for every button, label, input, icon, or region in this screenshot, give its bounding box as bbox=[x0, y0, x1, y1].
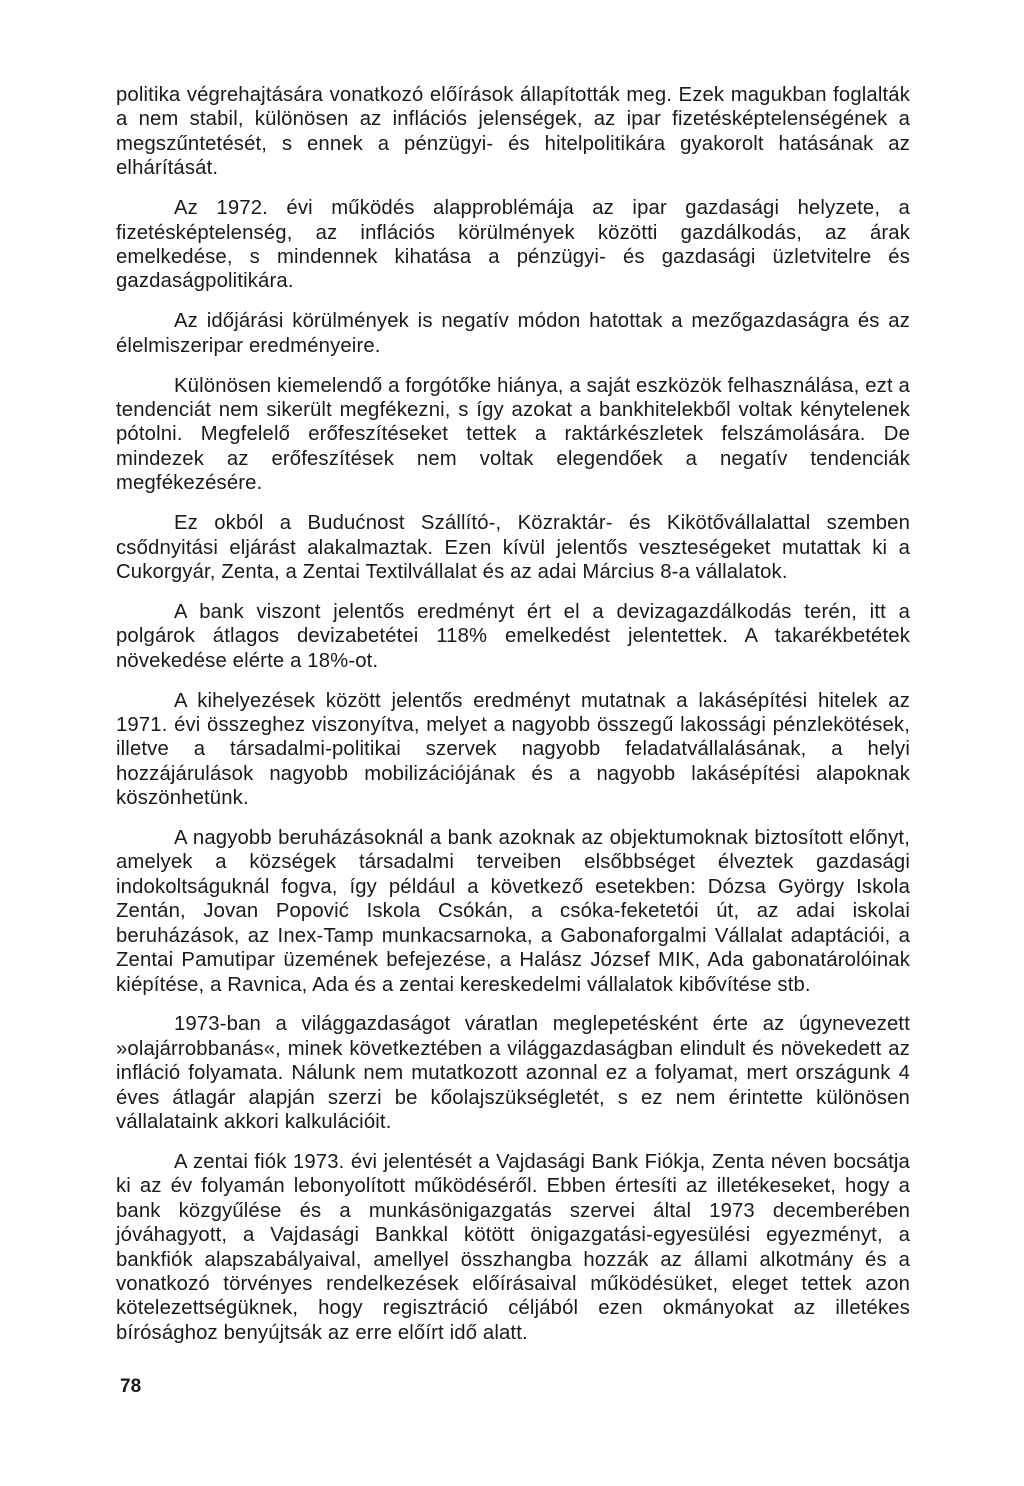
paragraph: A kihelyezések között jelentős eredményt mutatnak a lakásépítési hitelek az 1971. évi összeghez viszonyítva, melyet a nagyobb összegű lakossági pénzlekötések, illetve a társadalmi-politikai szervek nagyobb feladatvállalásának, a helyi hozzájárulások nagyobb mobilizációjának és a nagyobb lakásépítési alapoknak köszönhetünk. bbox=[116, 689, 910, 810]
paragraph: A nagyobb beruházásoknál a bank azoknak az objektumoknak biztosított előnyt, amelyek a községek társadalmi terveiben elsőbbséget élveztek gazdasági indokoltságuknál fogva, így például a következő esetekben: Dózsa György Iskola Zentán, Jovan Popović Iskola Csókán, a csóka-feketetói út, az adai iskolai beruházások, az Inex-Tamp munkacsarnoka, a Gabonaforgalmi Vállalat adaptációi, a Zentai Pamutipar üzemének befejezése, a Halász József MIK, Ada gabonatárolóinak kiépítése, a Ravnica, Ada és a zentai kereskedelmi vállalatok kibővítése stb. bbox=[116, 827, 910, 996]
paragraph: A bank viszont jelentős eredményt ért el a devizagazdálkodás terén, itt a polgárok átlagos devizabetétei 118% emelkedést jelentettek. A takarékbetétek növekedése elérte a 18%-ot. bbox=[116, 600, 910, 672]
paragraph: politika végrehajtására vonatkozó előírások állapították meg. Ezek magukban foglalták a nem stabil, különösen az inflációs jelenségek, az ipar fizetésképtelenségének a megszűntetését, s ennek a pénzügyi- és hitelpolitikára gyakorolt hatásának az elhárítását. bbox=[116, 84, 910, 180]
paragraph: Az 1972. évi működés alapproblémája az ipar gazdasági helyzete, a fizetésképtelenség, az inflációs körülmények közötti gazdálkodás, az árak emelkedése, s mindennek kihatása a pénzügyi- és gazdasági üzletvitelre és gazdaságpolitikára. bbox=[116, 197, 910, 293]
page-body bbox=[116, 83, 910, 1361]
paragraph: Az időjárási körülmények is negatív módon hatottak a mezőgazdaságra és az élelmiszeripar eredményeire. bbox=[116, 310, 910, 357]
paragraph: A zentai fiók 1973. évi jelentését a Vajdasági Bank Fiókja, Zenta néven bocsátja ki az év folyamán lebonyolított működéséről. Ebben értesíti az illetékeseket, hogy a bank közgyűlése és a munkásönigazgatás szervei által 1973 decemberében jóváhagyott, a Vajdasági Bankkal kötött önigazgatási-egyesülési egyezményt, a bankfiók alapszabályaival, amellyel összhangba hozzák az állami alkotmány és a vonatkozó törvényes rendelkezések előírásaival működésüket, eleget tettek azon kötelezettségüknek, hogy regisztráció céljából ezen okmányokat az illetékes bírósághoz benyújtsák az erre előírt idő alatt. bbox=[116, 1150, 910, 1344]
paragraph: Ez okból a Budućnost Szállító-, Közraktár- és Kikötővállalattal szemben csődnyitási eljárást alakalmaztak. Ezen kívül jelentős veszteségeket mutattak ki a Cukorgyár, Zenta, a Zentai Textilvállalat és az adai Március 8-a vállalatok. bbox=[116, 512, 910, 583]
paragraph: 1973-ban a világgazdaságot váratlan meglepetésként érte az úgynevezett »olajárrobbanás«, minek következtében a világgazdaságban elindult és növekedett az infláció folyamata. Nálunk nem mutatkozott azonnal ez a folyamat, mert országunk 4 éves átlagár alapján szerzi be kőolajszükségletét, s ez nem érintette különösen vállalataink akkori kalkulációit. bbox=[116, 1013, 910, 1134]
paragraph: Különösen kiemelendő a forgótőke hiánya, a saját eszközök felhasználása, ezt a tendenciát nem sikerült megfékezni, s így azokat a bankhitelekből voltak kénytelenek pótolni. Megfelelő erőfeszítéseket tettek a raktárkészletek felszámolására. De mindezek az erőfeszítések nem voltak elegendőek a negatív tendenciák megfékezésére. bbox=[116, 374, 910, 495]
page-number: 78 bbox=[120, 1376, 142, 1397]
